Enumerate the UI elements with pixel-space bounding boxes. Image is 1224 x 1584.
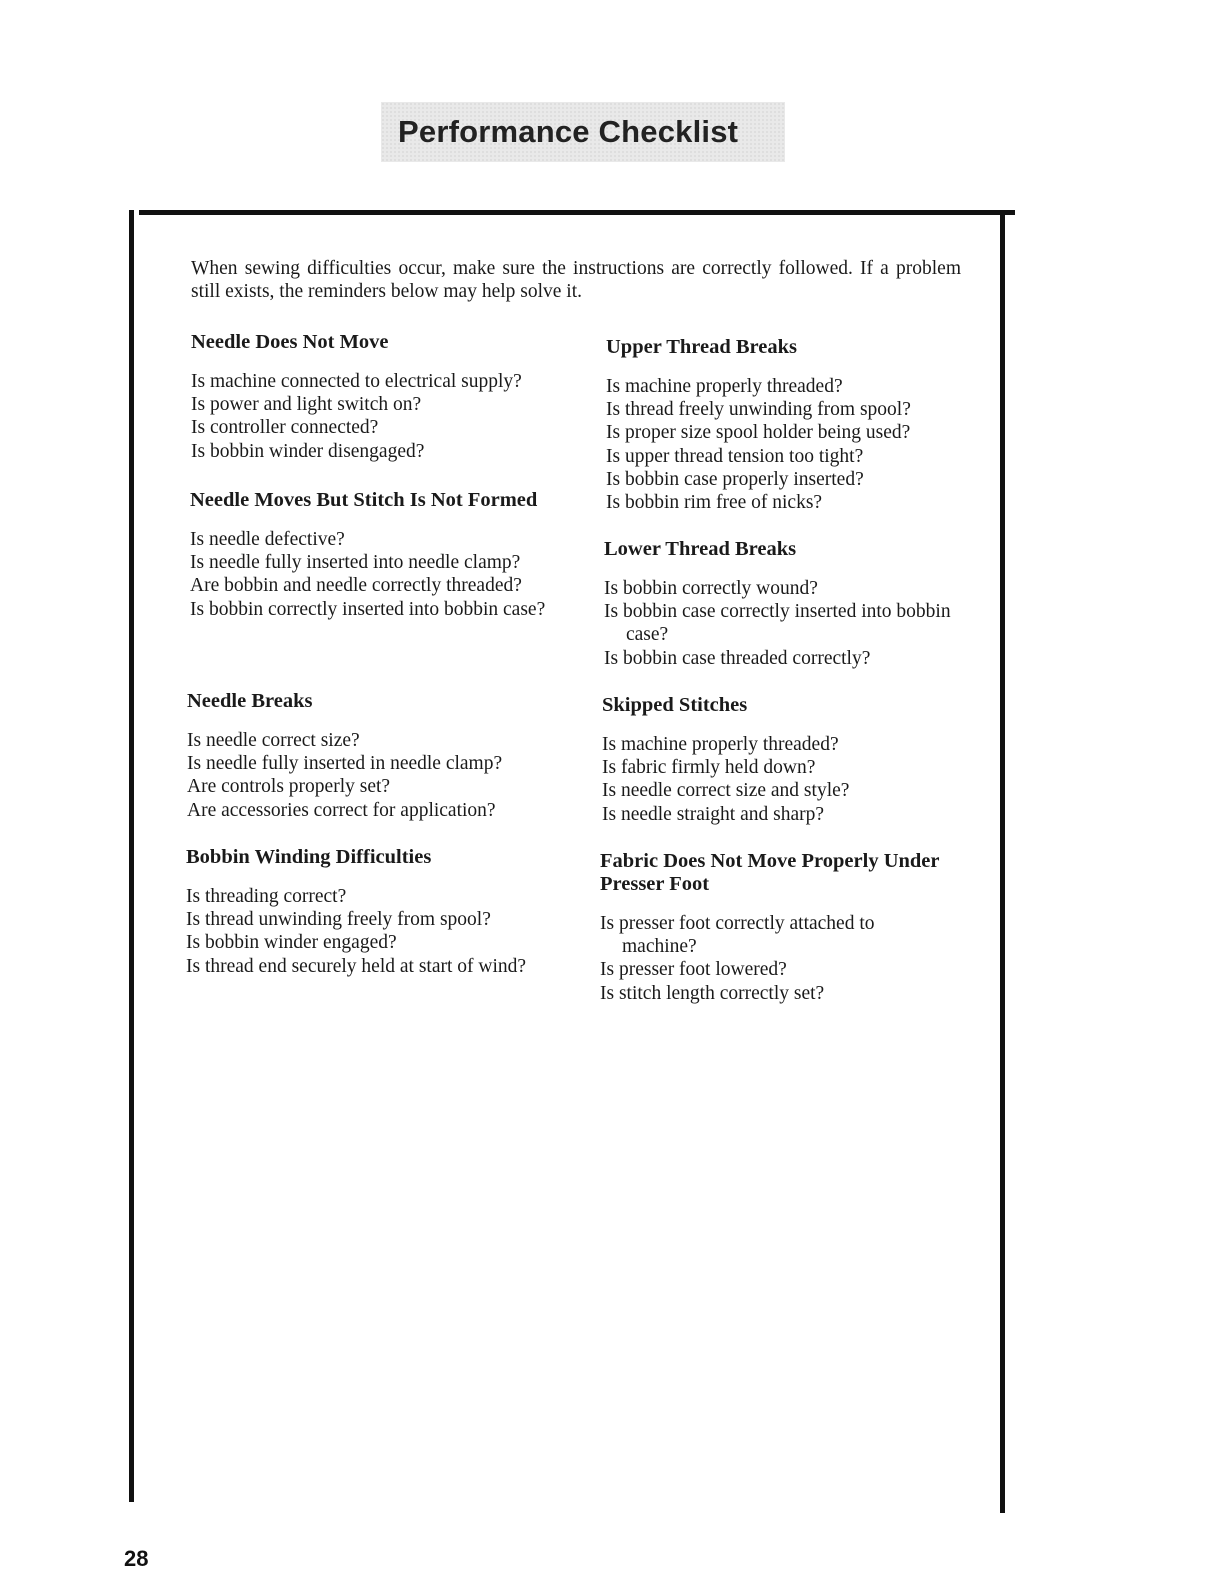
section-heading: Bobbin Winding Difficulties — [186, 846, 432, 868]
checklist-item: Is bobbin case properly inserted? — [606, 468, 864, 490]
checklist-item: Are bobbin and needle correctly threaded? — [190, 575, 522, 597]
section-needle-does-not-move — [191, 331, 571, 463]
section-upper-thread-breaks — [606, 336, 976, 514]
section-lower-thread-breaks — [604, 538, 974, 670]
checklist — [191, 370, 571, 463]
checklist — [186, 885, 566, 978]
checklist-item: Is bobbin winder disengaged? — [191, 440, 425, 462]
checklist-item: Is needle fully inserted into needle clamp? — [190, 552, 521, 574]
checklist-item: Is needle fully inserted in needle clamp? — [187, 753, 503, 775]
checklist — [190, 528, 570, 621]
intro-paragraph: When sewing difficulties occur, make sure the instructions are correctly followed. If a problem still exists, the reminders below may help solve it. — [191, 258, 961, 302]
checklist-item: Is machine properly threaded? — [602, 734, 839, 755]
page-number: 28 — [124, 1546, 149, 1571]
page-title: Performance Checklist — [398, 114, 739, 149]
section-heading: Fabric Does Not Move Properly Under Presser Foot — [600, 850, 940, 895]
section-bobbin-winding-difficulties — [186, 846, 566, 978]
checklist-item: Is bobbin winder engaged? — [186, 932, 397, 954]
checklist-item: Is fabric firmly held down? — [602, 757, 816, 779]
checklist-item: Is thread freely unwinding from spool? — [606, 399, 911, 421]
checklist-item: Is threading correct? — [186, 886, 347, 907]
checklist-item: Is needle straight and sharp? — [602, 803, 825, 825]
section-fabric-does-not-move — [600, 850, 970, 1005]
checklist — [600, 912, 970, 1005]
frame-right-border — [1000, 213, 1005, 1513]
checklist-item: Is upper thread tension too tight? — [606, 445, 864, 467]
section-heading: Lower Thread Breaks — [604, 538, 797, 560]
frame-left-border — [129, 210, 134, 1502]
checklist-item: Is bobbin rim free of nicks? — [606, 492, 823, 514]
checklist-item: Is thread unwinding freely from spool? — [186, 909, 491, 931]
section-heading: Upper Thread Breaks — [606, 336, 797, 358]
checklist-item: Is stitch length correctly set? — [600, 982, 825, 1004]
section-heading: Needle Does Not Move — [191, 331, 389, 353]
checklist-item: Is needle correct size? — [187, 730, 360, 751]
checklist — [602, 733, 972, 826]
section-skipped-stitches — [602, 694, 972, 826]
section-heading: Skipped Stitches — [602, 694, 748, 716]
checklist-item: Is bobbin case correctly inserted into bobbin case? — [604, 601, 951, 646]
checklist-item: Is machine connected to electrical supply? — [191, 371, 522, 392]
checklist — [604, 577, 974, 670]
checklist-item: Is presser foot correctly attached to machine? — [600, 913, 875, 958]
checklist-item: Are controls properly set? — [187, 776, 391, 798]
section-needle-breaks — [187, 690, 567, 822]
section-needle-moves-stitch-not-formed — [190, 489, 570, 621]
checklist-item: Is needle defective? — [190, 529, 345, 550]
checklist-item: Are accessories correct for application? — [187, 799, 496, 821]
checklist — [187, 729, 567, 822]
section-heading: Needle Breaks — [187, 690, 313, 712]
checklist-item: Is presser foot lowered? — [600, 959, 787, 981]
checklist-item: Is controller connected? — [191, 417, 379, 439]
checklist-item: Is bobbin correctly wound? — [604, 578, 818, 599]
checklist — [606, 375, 976, 514]
frame-top-border — [139, 210, 1015, 215]
checklist-item: Is power and light switch on? — [191, 394, 422, 416]
checklist-item: Is needle correct size and style? — [602, 780, 850, 802]
section-heading: Needle Moves But Stitch Is Not Formed — [190, 489, 538, 511]
checklist-item: Is machine properly threaded? — [606, 376, 843, 397]
checklist-item: Is thread end securely held at start of wind? — [186, 955, 527, 977]
checklist-item: Is bobbin case threaded correctly? — [604, 647, 871, 669]
checklist-item: Is proper size spool holder being used? — [606, 422, 911, 444]
checklist-item: Is bobbin correctly inserted into bobbin case? — [190, 598, 546, 620]
